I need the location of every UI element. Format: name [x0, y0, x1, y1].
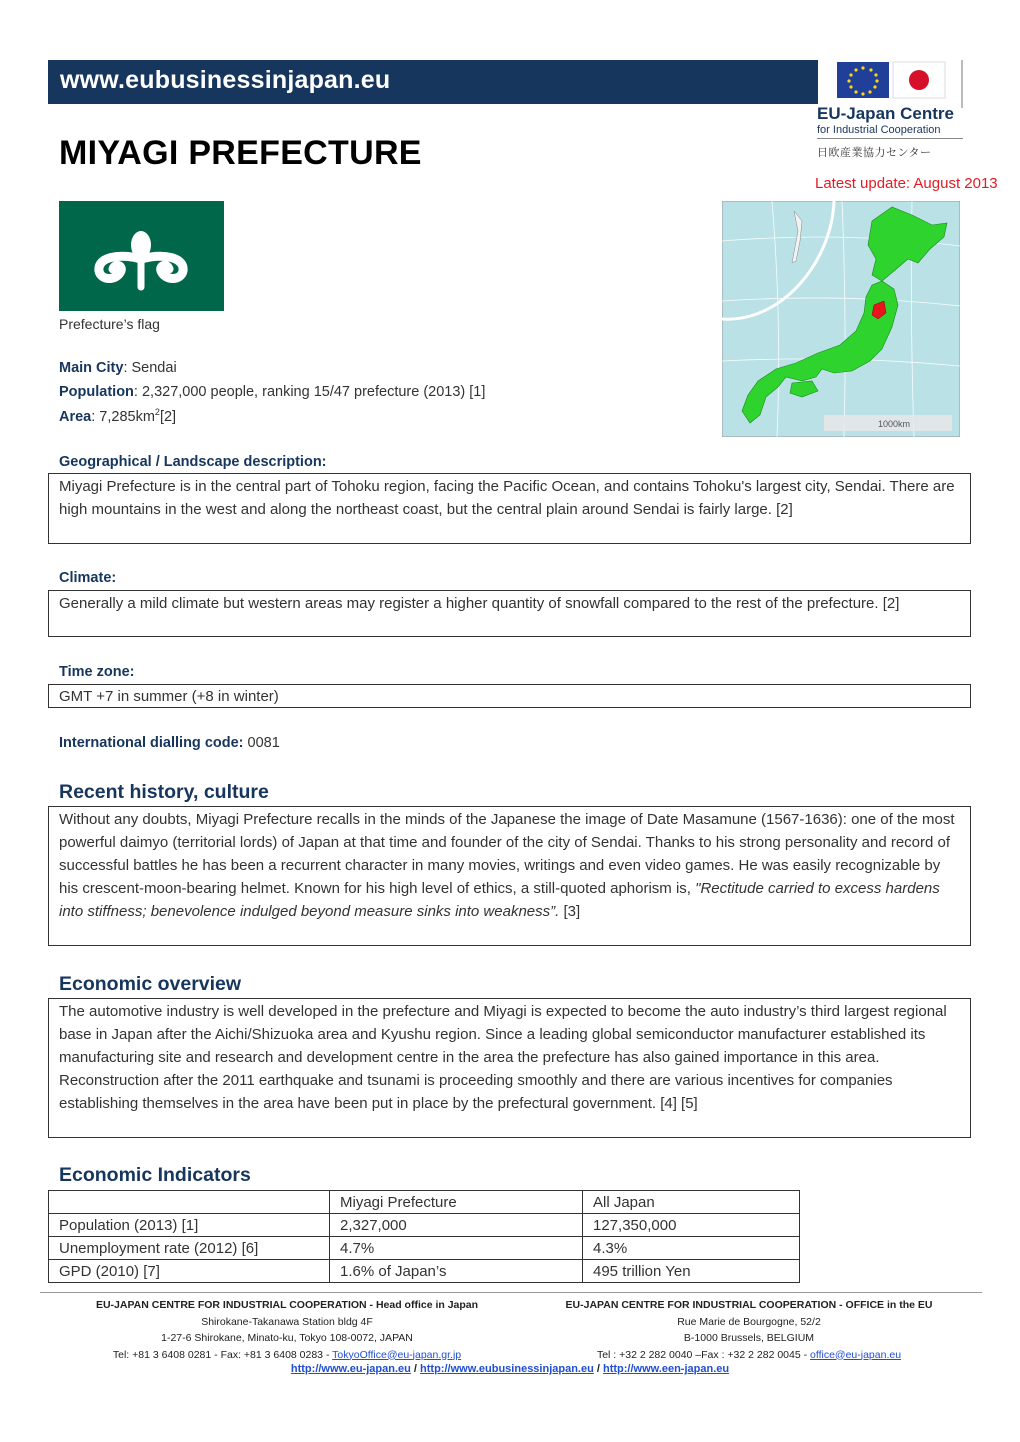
footer-link-separator: /: [410, 1363, 421, 1375]
footer-eu-office: [514, 1297, 984, 1363]
history-box: [48, 806, 971, 946]
footer-right-line1: Rue Marie de Bourgogne, 52/2: [677, 1315, 821, 1328]
logo-japanese: 日欧産業協力センター: [817, 147, 932, 159]
table-cell: GPD (2010) [7]: [49, 1260, 330, 1283]
history-text: Without any doubts, Miyagi Prefecture recalls in the minds of the Japanese the image of Date Masamune (1567-1636): one of the most powerful daimyo (territorial lords) of Japan at that time and founder of the city of Sendai. Thanks to his strong personality and record of successful battles he has been a recurrent character in many movies, writings and even video games. He was easily recognizable by his crescent-moon-bearing helmet. Known for his high level of ethics, a still-quoted aphorism is,: [59, 811, 955, 897]
table-header-cell: All Japan: [583, 1191, 800, 1214]
footer-left-line1: Shirokane-Takanawa Station bldg 4F: [201, 1315, 373, 1328]
footer-link-separator: /: [593, 1363, 603, 1375]
population-value: : 2,327,000 people, ranking 15/47 prefecture (2013) [1]: [133, 384, 486, 400]
footer-right-line2: B-1000 Brussels, BELGIUM: [683, 1332, 815, 1344]
footer-link-eubusinessinjapan[interactable]: http://www.eubusinessinjapan.eu: [420, 1363, 594, 1375]
footer-left-contact: [52, 1347, 522, 1364]
footer-left-email[interactable]: TokyoOffice@eu-japan.gr.jp: [332, 1348, 462, 1361]
table-row: [49, 1237, 800, 1260]
footer-right-email[interactable]: office@eu-japan.eu: [810, 1348, 902, 1361]
footer-divider: [40, 1292, 982, 1293]
logo-subtitle: for Industrial Cooperation: [817, 124, 941, 136]
footer-left-line2: 1-27-6 Shirokane, Minato-ku, Tokyo 108-0072, JAPAN: [161, 1332, 413, 1344]
economy-paragraph-2: Reconstruction after the 2011 earthquake and tsunami is proceeding smoothly and there are various incentives for companies establishing themselves in the area have been put in place by the prefectural government. [4] [5]: [59, 1072, 893, 1112]
footer-left-title: EU-JAPAN CENTRE FOR INDUSTRIAL COOPERATION - Head office in Japan: [95, 1299, 479, 1311]
main-city-value: : Sendai: [123, 360, 177, 376]
geo-text: Miyagi Prefecture is in the central part of Tohoku region, facing the Pacific Ocean, and contains Tohoku's largest city, Sendai. There are high mountains in the west and along the northeast coast, but the central plain around Sendai is fairly large. [2]: [59, 478, 955, 518]
population-label: Population: [59, 384, 134, 400]
main-city-label: Main City: [59, 360, 124, 376]
population: [59, 384, 485, 400]
climate-box: [48, 590, 971, 637]
area-sup: 2: [154, 407, 160, 417]
timezone-text: GMT +7 in summer (+8 in winter): [59, 688, 279, 705]
site-banner: [48, 60, 818, 104]
footer-right-contact: [514, 1347, 984, 1364]
japan-map-icon: [722, 201, 960, 437]
table-cell: 2,327,000: [330, 1214, 583, 1237]
history-quote: "Rectitude carried to excess hardens into stiffness; benevolence indulged beyond measure sinks into weakness”.: [59, 880, 940, 920]
climate-label: Climate:: [59, 570, 117, 586]
table-row: [49, 1260, 800, 1283]
economy-box: [48, 998, 971, 1138]
prefecture-flag: [59, 201, 224, 311]
table-cell: 495 trillion Yen: [583, 1260, 800, 1283]
table-header-cell: Miyagi Prefecture: [330, 1191, 583, 1214]
table-cell: 1.6% of Japan’s: [330, 1260, 583, 1283]
dialling-label: International dialling code:: [59, 735, 244, 751]
main-city: [59, 360, 177, 376]
page-title: MIYAGI PREFECTURE: [59, 134, 422, 172]
economy-paragraph-1: The automotive industry is well developed in the prefecture and Miyagi is expected to become the auto industry’s third largest regional base in Japan after the Aichi/Shizuoka area and Kyushu region. Since a leading global semiconductor manufacturer established its manufacturing site and research and development centre in the area the prefecture has also gained importance in this area.: [59, 1003, 947, 1066]
flag-caption: Prefecture’s flag: [59, 316, 160, 332]
eu-japan-centre-logo: [815, 60, 965, 168]
latest-update: Latest update: August 2013: [815, 175, 998, 192]
logo-divider: [817, 138, 963, 139]
table-cell: Unemployment rate (2012) [6]: [49, 1237, 330, 1260]
area-value: : 7,285km: [91, 408, 155, 425]
footer-links: [0, 1363, 1020, 1375]
footer-link-eu-japan[interactable]: http://www.eu-japan.eu: [290, 1363, 411, 1375]
area-label: Area: [59, 408, 92, 425]
table-cell: 127,350,000: [583, 1214, 800, 1237]
geo-box: [48, 473, 971, 544]
logo-name: EU-Japan Centre: [817, 104, 954, 123]
economy-heading: Economic overview: [59, 973, 242, 995]
area-ref: [2]: [159, 408, 177, 425]
history-ref: [3]: [559, 903, 581, 920]
footer-japan-office: [52, 1297, 522, 1363]
footer-right-title: EU-JAPAN CENTRE FOR INDUSTRIAL COOPERATION - OFFICE in the EU: [565, 1299, 933, 1311]
table-row: [49, 1214, 800, 1237]
history-heading: Recent history, culture: [59, 781, 269, 803]
table-cell: 4.7%: [330, 1237, 583, 1260]
table-header-row: [49, 1191, 800, 1214]
footer-right-phone: Tel : +32 2 282 0040 –Fax : +32 2 282 0045 -: [596, 1348, 811, 1361]
footer-left-phone: Tel: +81 3 6408 0281 - Fax: +81 3 6408 0283 -: [112, 1348, 333, 1361]
dialling-code: [59, 735, 280, 751]
miyagi-emblem-icon: [59, 201, 224, 311]
map-scale-label: 1000km: [878, 419, 911, 429]
geo-label: Geographical / Landscape description:: [59, 454, 327, 470]
timezone-label: Time zone:: [59, 664, 135, 680]
footer-link-een-japan[interactable]: http://www.een-japan.eu: [603, 1363, 730, 1375]
japan-location-map: [722, 201, 960, 437]
table-cell: Population (2013) [1]: [49, 1214, 330, 1237]
table-header-cell: [49, 1191, 330, 1214]
table-cell: 4.3%: [583, 1237, 800, 1260]
indicators-table: [48, 1190, 800, 1283]
area: [59, 407, 176, 425]
site-url[interactable]: www.eubusinessinjapan.eu: [60, 66, 391, 94]
climate-text: Generally a mild climate but western areas may register a higher quantity of snowfall compared to the rest of the prefecture. [2]: [59, 595, 900, 612]
timezone-box: [48, 684, 971, 708]
indicators-heading: Economic Indicators: [59, 1164, 251, 1186]
dialling-value: 0081: [243, 735, 280, 751]
